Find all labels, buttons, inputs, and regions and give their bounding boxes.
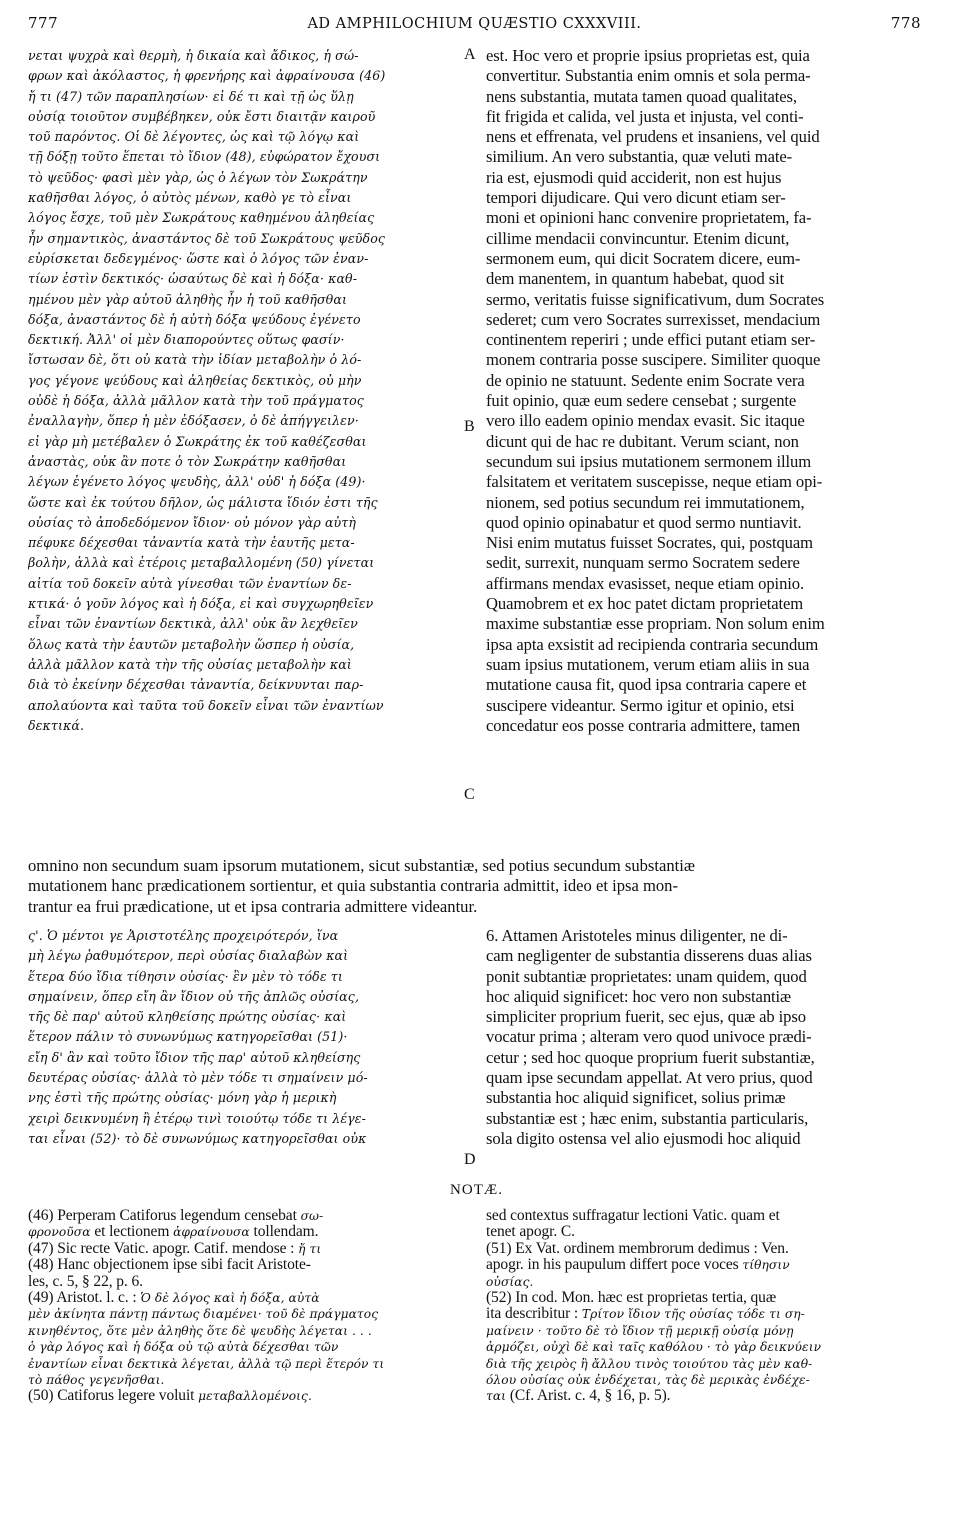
greek-column-top <box>28 46 458 736</box>
text-line: τῆς δὲ παρ' αὐτοῦ κληθείσης πρώτης οὐσίας· καὶ <box>28 1009 347 1025</box>
text-line: ipsa apta exsistit ad recipienda contraria secundum <box>486 634 819 654</box>
text-line: εἴη δ' ἂν καὶ τοῦτο ἴδιον τῆς παρ' αὐτοῦ κληθείσης <box>28 1049 361 1065</box>
text-line: οὐδὲ ἡ δόξα, ἀλλὰ μᾶλλον κατὰ τὴν τοῦ πράγματος <box>28 393 364 409</box>
greek-fragment: τίθησιν <box>742 1258 790 1273</box>
footnote-line <box>486 1241 926 1257</box>
latin-fragment: et lectionem <box>90 1224 174 1241</box>
latin-fragment: tollendam. <box>249 1224 319 1241</box>
text-line: καθῆσθαι λόγος, ὁ αὐτὸς μένων, καθὸ γε τὸ εἶναι <box>28 190 352 206</box>
text-line: ἦν σημαντικὸς, ἀναστάντος δὲ τοῦ Σωκράτους ψεῦδος <box>28 230 386 246</box>
full-width-paragraph <box>28 856 928 917</box>
text-line: χειρὶ δεικνυμένη ἢ ἑτέρῳ τινὶ τοιούτῳ τόδε τι λέγε- <box>28 1110 367 1126</box>
footnote-line <box>486 1306 926 1322</box>
latin-fragment: (52) In cod. Mon. hæc est proprietas tertia, quæ <box>486 1290 777 1307</box>
text-line: dicunt qui de hac re dubitant. Verum sciant, non <box>486 431 799 451</box>
text-line: cetur ; sed hoc quoque proprium fuerit substantiæ, <box>486 1047 815 1067</box>
text-line: ἕτερα δύο ἴδια τίθησιν οὐσίας· ἓν μὲν τὸ τόδε τι <box>28 968 343 984</box>
text-line: ἤ τι (47) τῶν παραπλησίων· εἰ δέ τι καὶ τῇ ὡς ὕλῃ <box>28 88 354 104</box>
text-line: ria est, ejusmodi quid acciderit, non est hujus <box>486 167 782 187</box>
text-line: sola digito ostensa vel alio ejusmodi hoc aliquid <box>486 1128 801 1148</box>
greek-fragment: ἁρμόζει, οὐχὶ δὲ καὶ ταῖς καθόλου · τὸ γὰρ δεικνύειν <box>486 1340 822 1355</box>
latin-fragment: sed contextus suffragatur lectioni Vatic. quam et <box>486 1208 780 1224</box>
text-line: νης ἐστὶ τῆς πρώτης οὐσίας· μόνη γὰρ ἡ μερικὴ <box>28 1090 337 1106</box>
text-line: monem contraria posse suscipere. Similiter quoque <box>486 350 821 370</box>
text-line: continentem reperiri ; unde effici putant etiam ser- <box>486 330 816 350</box>
text-line: nionem, sed potius secundum rei immutationem, <box>486 492 805 512</box>
footnote-line <box>28 1290 468 1306</box>
page-header <box>28 14 921 38</box>
text-line: simpliciter proprium fuerit, sec ejus, quæ ab ipso <box>486 1007 806 1027</box>
footnote-line <box>486 1372 926 1388</box>
text-line: suam ipsius mutationem, verum etiam aliis in sua <box>486 654 810 674</box>
text-line: ται εἶναι (52)· τὸ δὲ συνωνύμως κατηγορεῖσθαι οὐκ <box>28 1130 367 1146</box>
footnote-line <box>486 1257 926 1273</box>
text-line: falsitatem et veritatem suscepisse, neque etiam opi- <box>486 472 823 492</box>
footnote-line <box>486 1290 926 1306</box>
margin-marker-b: B <box>464 418 475 435</box>
text-line: fuit opinio, quæ eum sedere censebat ; surgente <box>486 391 797 411</box>
text-line: substantia hoc aliquid significet, solius primæ <box>486 1088 786 1108</box>
text-line: ἐναλλαγὴν, ὅπερ ἡ μὲν ἐδόξασεν, ὁ δὲ ἀπήγγειλεν· <box>28 413 359 429</box>
greek-fragment: μεταβαλλομένοις. <box>198 1389 312 1404</box>
greek-fragment: σω- <box>300 1209 324 1223</box>
page-number-right: 778 <box>890 14 921 32</box>
text-line: γος γέγονε ψεύδους καὶ ἀληθείας δεκτικὸς, οὐ μὴν <box>28 372 362 388</box>
greek-fragment: Ὁ δὲ λόγος καὶ ἡ δόξα, αὐτὰ <box>140 1291 320 1306</box>
text-line: μὴ λέγω ῥαθυμότερον, περὶ οὐσίας διαλαβὼν καὶ <box>28 948 349 964</box>
footnote-line <box>28 1257 468 1273</box>
text-line: εἶναι τῶν ἐναντίων δεκτικὰ, ἀλλ' οὐκ ἂν λεχθεῖεν <box>28 616 358 632</box>
text-line: τίων ἐστὶν δεκτικός· ὡσαύτως δὲ καὶ ἡ δόξα· καθ- <box>28 271 358 287</box>
text-line: αἰτία τοῦ δοκεῖν αὐτὰ γίνεσθαι τῶν ἐναντίων δε- <box>28 575 352 591</box>
footnote-line <box>28 1224 468 1240</box>
text-line: ς'. Ὁ μέντοι γε Ἀριστοτέλης προχειρότερόν, ἵνα <box>28 928 339 943</box>
text-line: sermonem eum, qui dicit Socratem dicere, eum- <box>486 248 801 268</box>
greek-fragment: ἐναντίων εἶναι δεκτικὰ λέγεται, ἀλλὰ τῷ περὶ ἕτερόν τι <box>28 1356 385 1371</box>
greek-fragment: ἀφραίνουσα <box>173 1225 250 1240</box>
latin-column-bottom <box>486 926 926 1149</box>
greek-fragment: διὰ τῆς χειρὸς ἢ ἄλλου τινὸς τοιούτου τὰς μὲν καθ- <box>486 1356 813 1371</box>
footnote-line <box>28 1208 468 1224</box>
margin-marker-a: A <box>464 46 476 63</box>
margin-marker-d: D <box>464 1151 476 1168</box>
text-line: εὑρίσκεται δεδεγμένος· ὥστε καὶ ὁ λόγος τῶν ἐναν- <box>28 250 369 266</box>
footnote-line <box>28 1241 468 1257</box>
text-line: vocatur prima ; alteram vero quod univoce prædi- <box>486 1027 812 1047</box>
footnote-line <box>28 1356 468 1372</box>
text-line: διὰ τὸ ἐκείνην δέχεσθαι τἀναντία, δείκνυνται παρ- <box>28 677 364 693</box>
footnote-line <box>486 1339 926 1355</box>
greek-column-bottom <box>28 926 458 1149</box>
text-line: dem manentem, in quantum habebat, quod sit <box>486 269 785 289</box>
text-line: quam ipse secundam appellat. At vero prius, quod <box>486 1068 813 1088</box>
text-line: λέγων ἐγένετο λόγος ψευδὴς, ἀλλ' οὐδ' ἡ δόξα (49)· <box>28 474 366 490</box>
text-line: Quamobrem et ex hoc patet dictam proprietatem <box>486 594 804 614</box>
text-line: maxime substantiæ esse propriam. Non solum enim <box>486 614 825 634</box>
latin-fragment: (51) Ex Vat. ordinem membrorum dedimus : Ven. <box>486 1240 789 1257</box>
text-line: fit frigida et calida, vel justa et injusta, vel conti- <box>486 106 804 126</box>
greek-fragment: μὲν ἀκίνητα πάντῃ πάντως διαμένει· τοῦ δὲ πράγματος <box>28 1307 379 1322</box>
greek-fragment: ται <box>486 1389 507 1404</box>
text-line: σημαίνειν, ὅπερ εἴη ἂν ἴδιον οὐ τῆς ἁπλῶς οὐσίας, <box>28 988 360 1004</box>
text-line: nens substantia, mutata tamen quoad qualitates, <box>486 86 797 106</box>
footnote-line <box>486 1224 926 1240</box>
text-line: ὥστε καὶ ἐκ τούτου δῆλον, ὡς μάλιστα ἴδιόν ἐστι τῆς <box>28 494 378 510</box>
text-line: οὐσίας τὸ ἀποδεδόμενον ἴδιον· οὐ μόνον γὰρ αὐτὴ <box>28 514 357 530</box>
text-line: substantiæ est ; hæc enim, substantia particularis, <box>486 1108 809 1128</box>
text-line: φρων καὶ ἀκόλαστος, ἡ φρενήρης καὶ ἀφραίνουσα (46) <box>28 68 386 84</box>
notes-heading: NOTÆ. <box>450 1182 503 1198</box>
text-line: δεκτική. Ἀλλ' οἱ μὲν διαπορούντες οὕτως φασίν· <box>28 332 345 348</box>
text-line: βολὴν, ἀλλὰ καὶ ἑτέροις μεταβαλλομένη (50) γίνεται <box>28 555 375 571</box>
text-line: vero illo eadem opinio mendax evasit. Sic itaque <box>486 411 805 431</box>
text-line: 6. Attamen Aristoteles minus diligenter, ne di- <box>486 926 788 945</box>
text-line: δόξα, ἀναστάντος δὲ ἡ αὐτὴ δόξα ψεύδους ἐγένετο <box>28 311 361 327</box>
text-line: οὐσίᾳ τοιοῦτον συμβέβηκεν, οὐκ ἔστι διαιτᾷν καιροῦ <box>28 108 376 124</box>
text-line: quod opinio opinabatur et quod sermo nuntiavit. <box>486 512 802 532</box>
text-line: ημένου μὲν γὰρ αὐτοῦ ἀληθὴς ἦν ἡ τοῦ καθῆσθαι <box>28 291 347 307</box>
text-line: sermo, veritatis fuisse significativum, dum Socrates <box>486 289 825 309</box>
text-line: ἴστωσαν δὲ, ὅτι οὐ κατὰ τὴν ἰδίαν μεταβολὴν ὁ λό- <box>28 352 362 368</box>
text-line: Nisi enim mutatus fuisset Socrates, qui, postquam <box>486 533 813 553</box>
footnote-line <box>28 1372 468 1388</box>
text-line: concedatur eos posse contraria admittere, tamen <box>486 715 801 735</box>
text-line: suscipere videantur. Sermo igitur et opinio, etsi <box>486 695 795 715</box>
footnote-line <box>486 1208 926 1224</box>
latin-fragment: ita describitur : <box>486 1306 582 1323</box>
greek-fragment: κινηθέντος, ὅτε μὲν ἀληθὴς ὅτε δὲ ψευδὴς λέγεται . . . <box>28 1323 372 1338</box>
footnote-line <box>28 1388 468 1404</box>
latin-column-top <box>486 46 926 736</box>
footnote-line <box>28 1339 468 1355</box>
text-line: similium. An vero substantia, quæ veluti mate- <box>486 147 793 167</box>
text-line: mutatione causa fit, quod ipsa contraria capere et <box>486 675 807 695</box>
text-line: affirmans mendax evasisset, neque etiam opinio. <box>486 573 805 593</box>
text-line: trantur ea frui prædicatione, ut et ipsa contraria admittere videantur. <box>28 896 478 916</box>
text-line: sederet; cum vero Socrates surrexisset, mendacium <box>486 309 821 329</box>
footnote-line <box>486 1356 926 1372</box>
greek-fragment: ὁ γὰρ λόγος καὶ ἡ δόξα οὐ τῷ αὐτὰ δέχεσθαι τῶν <box>28 1340 339 1355</box>
text-line: cillime mendacii convincuntur. Etenim dicunt, <box>486 228 790 248</box>
text-line: απολαύοντα καὶ ταῦτα τοῦ δοκεῖν εἶναι τῶν ἐναντίων <box>28 697 384 713</box>
greek-fragment: μαίνειν · τοῦτο δὲ τὸ ἴδιον τῇ μερικῇ οὐσίᾳ μόνῃ <box>486 1323 794 1338</box>
text-line: de opinio ne statuunt. Sedente enim Socrate vera <box>486 370 805 390</box>
text-line: δεκτικά. <box>28 717 85 733</box>
greek-fragment: τὸ πάθος γεγενῆσθαι. <box>28 1373 165 1388</box>
latin-fragment: apogr. in his paupulum differt poce voces <box>486 1257 743 1274</box>
text-line: ἕτερον πάλιν τὸ συνωνύμως κατηγορεῖσθαι (51)· <box>28 1029 348 1045</box>
text-line: hoc aliquid significet: hoc vero non substantiæ <box>486 986 791 1006</box>
running-title: AD AMPHILOCHIUM QUÆSTIO CXXXVIII. <box>307 16 642 32</box>
latin-fragment: (49) Aristot. l. c. : <box>28 1290 141 1307</box>
latin-fragment: (46) Perperam Catiforus legendum censebat <box>28 1208 301 1224</box>
text-line: mutationem hanc prædicationem sortientur, et quia substantia contraria admittit, ideo et ipsa mon- <box>28 876 679 896</box>
latin-fragment: tenet apogr. C. <box>486 1224 575 1241</box>
text-line: ponit subtantiæ proprietates: unam quidem, quod <box>486 966 807 986</box>
text-line: κτικά· ὁ γοῦν λόγος καὶ ἡ δόξα, εἰ καὶ συγχωρηθεῖεν <box>28 596 374 612</box>
text-line: τὸ ψεῦδος· φασὶ μὲν γὰρ, ὡς ὁ λέγων τὸν Σωκράτην <box>28 169 368 185</box>
footnote-line <box>28 1323 468 1339</box>
latin-fragment: (Cf. Arist. c. 4, § 16, p. 5). <box>506 1388 671 1405</box>
text-line: est. Hoc vero et proprie ipsius proprietas est, quia <box>486 46 810 65</box>
greek-fragment: φρονοῦσα <box>28 1225 91 1240</box>
margin-marker-c: C <box>464 786 475 803</box>
text-line: ὅλως κατὰ τὴν ἑαυτῶν μεταβολὴν ὥσπερ ἡ οὐσία, <box>28 636 355 652</box>
footnote-line <box>28 1306 468 1322</box>
text-line: ἀλλὰ μᾶλλον κατὰ τὴν τῆς οὐσίας μεταβολὴν καὶ <box>28 656 352 672</box>
footnote-line <box>486 1323 926 1339</box>
greek-fragment: Τρίτον ἴδιον τῆς οὐσίας τόδε τι ση- <box>581 1307 805 1322</box>
latin-fragment: (47) Sic recte Vatic. apogr. Catif. mendose : <box>28 1240 299 1257</box>
text-line: moni et opinioni hanc convenire proprietatem, fa- <box>486 208 812 228</box>
footnote-line <box>28 1274 468 1290</box>
text-line: omnino non secundum suam ipsorum mutationem, sicut substantiæ, sed potius secundum substantiæ <box>28 856 695 875</box>
text-line: λόγος ἔσχε, τοῦ μὲν Σωκράτους καθημένου ἀληθείας <box>28 210 375 226</box>
footnotes-right <box>486 1208 926 1405</box>
greek-fragment: οὐσίας. <box>486 1274 534 1289</box>
text-line: νεται ψυχρὰ καὶ θερμὴ, ἡ δικαία καὶ ἄδικος, ἡ σώ- <box>28 48 359 63</box>
latin-fragment: (50) Catiforus legere voluit <box>28 1388 199 1405</box>
text-line: δευτέρας οὐσίας· ἀλλὰ τὸ μὲν τόδε τι σημαίνειν μό- <box>28 1070 368 1086</box>
text-line: convertitur. Substantia enim omnis et sola perma- <box>486 66 811 86</box>
page-number-left: 777 <box>28 14 59 32</box>
footnotes-left <box>28 1208 468 1405</box>
latin-fragment: (48) Hanc objectionem ipse sibi facit Aristote- <box>28 1257 311 1274</box>
text-line: εἰ γὰρ μὴ μετέβαλεν ὁ Σωκράτης ἐκ τοῦ καθέζεσθαι <box>28 433 367 449</box>
text-line: ἀναστὰς, οὐκ ἂν ποτε ὁ τὸν Σωκράτην καθῆσθαι <box>28 453 347 469</box>
greek-fragment: ἤ τι <box>298 1241 322 1256</box>
text-line: nens et effrenata, vel prudens et insaniens, vel quid <box>486 127 820 147</box>
latin-fragment: les, c. 5, § 22, p. 6. <box>28 1273 143 1290</box>
text-line: tempori dijudicare. Qui vero dicunt etiam ser- <box>486 188 786 208</box>
footnote-line <box>486 1274 926 1290</box>
text-line: secundum sui ipsius mutationem sermonem illum <box>486 451 812 471</box>
text-line: τῇ δόξῃ τοῦτο ἕπεται τὸ ἴδιον (48), εὐφώρατον ἔχουσι <box>28 149 381 165</box>
text-line: τοῦ παρόντος. Οἱ δὲ λέγοντες, ὡς καὶ τῷ λόγῳ καὶ <box>28 129 360 145</box>
greek-fragment: όλου οὐσίας οὐκ ἐνδέχεται, τὰς δὲ μερικὰς ἐνδέχε- <box>486 1373 810 1388</box>
text-line: πέφυκε δέχεσθαι τἀναντία κατὰ τὴν ἑαυτῆς μετα- <box>28 535 355 551</box>
text-line: cam negligenter de substantia disserens duas alias <box>486 946 812 966</box>
footnote-line <box>486 1388 926 1404</box>
text-line: sedit, surrexit, nunquam sermo Socratem sedere <box>486 553 800 573</box>
